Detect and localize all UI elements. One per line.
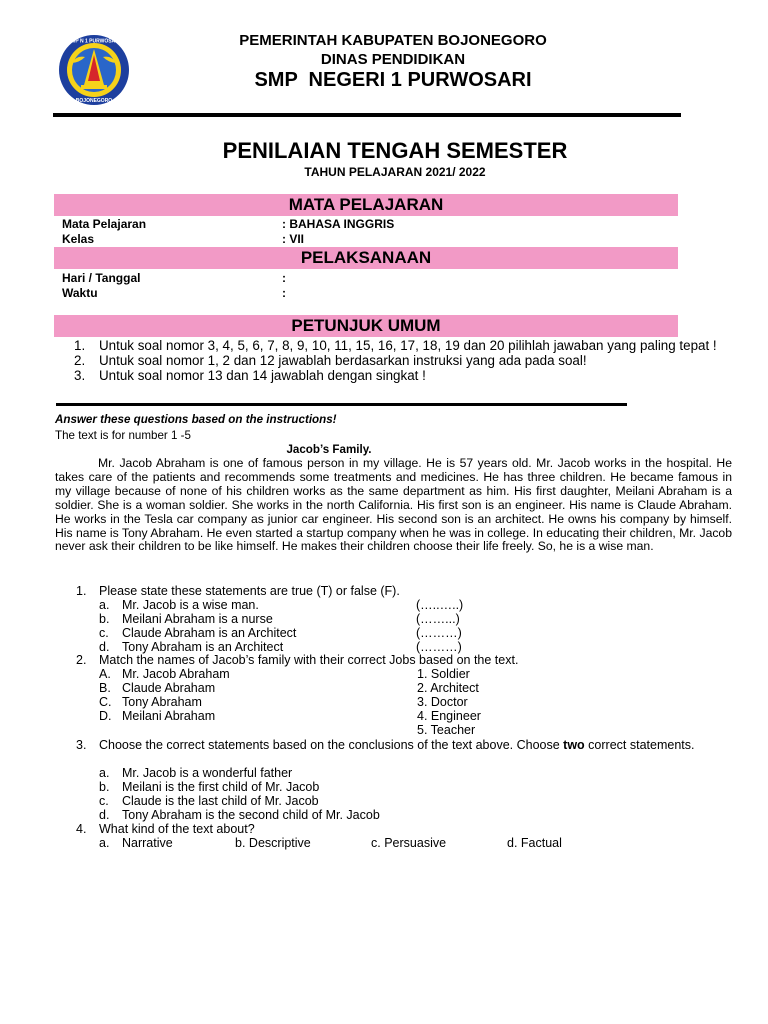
q2-name: B. Claude Abraham [99, 681, 216, 695]
q1-blank[interactable]: (…..…..) [416, 598, 464, 612]
q1-blank[interactable]: (………) [416, 626, 462, 640]
subject-value: : BAHASA INGGRIS [282, 217, 395, 231]
q1-statement: a. Mr. Jacob is a wise man. [99, 598, 259, 612]
header-divider [53, 113, 681, 117]
q4-option[interactable]: a. Narrative [99, 836, 173, 850]
story-title: Jacob’s Family. [286, 443, 372, 456]
section-instructions-bar: PETUNJUK UMUM [54, 315, 678, 337]
q2-name: C. Tony Abraham [99, 695, 202, 709]
q1-statement: b. Meilani Abraham is a nurse [99, 612, 273, 626]
list-item: 3. Untuk soal nomor 13 dan 14 jawablah dengan singkat ! [74, 368, 426, 383]
school-name: SMP NEGERI 1 PURWOSARI [254, 69, 532, 91]
subject-label: Mata Pelajaran [62, 217, 147, 231]
q1-statement: d. Tony Abraham is an Architect [99, 640, 284, 654]
exam-year: TAHUN PELAJARAN 2021/ 2022 [304, 165, 486, 179]
class-value: : VII [282, 232, 305, 246]
q2-job: 2. Architect [417, 681, 479, 695]
q3-option[interactable]: d. Tony Abraham is the second child of Mr. Jacob [99, 808, 380, 822]
q3-option[interactable]: c. Claude is the last child of Mr. Jacob [99, 794, 319, 808]
instructions-list [74, 338, 724, 383]
q4-option[interactable]: d. Factual [507, 836, 562, 850]
story-body: Mr. Jacob Abraham is one of famous person in my village. He is 57 years old. Mr. Jacob works in the hospital. He takes care of the patients and recommends some treatments and medicines. He has three children. He became famous in my village because of none of his children works as the same department as him. His first daughter, Meilani Abraham is a soldier. She is a woman soldier. She works in the north California. His first son is an engineer. His name is Claude Abraham. He works in the Tesla car company as junior car engineer. His second son is an architect. He owns his company by himself. His name is Tony Abraham. He even started a startup company when he was in college. In educating their children, Mr. Jacob never ask their children to be like himself. He makes their children choose their life freely. So, he is a wise man. [55, 456, 732, 554]
q1-statement: c. Claude Abraham is an Architect [99, 626, 297, 640]
q1-blank[interactable]: (……...) [416, 612, 460, 626]
time-value: : [282, 286, 286, 300]
list-item: 1. Untuk soal nomor 3, 4, 5, 6, 7, 8, 9, 10, 11, 15, 16, 17, 18, 19 dan 20 pilihlah jawaban yang paling tepat ! [74, 338, 717, 353]
question-3: 3. Choose the correct statements based on the conclusions of the text above. Choose two correct statements. [76, 738, 695, 752]
class-label: Kelas [62, 232, 95, 246]
q4-option[interactable]: c. Persuasive [371, 836, 447, 850]
q1-blank[interactable]: (………) [416, 640, 462, 654]
q2-job: 3. Doctor [417, 695, 468, 709]
q2-job: 1. Soldier [417, 667, 470, 681]
q3-option[interactable]: a. Mr. Jacob is a wonderful father [99, 766, 293, 780]
day-value: : [282, 271, 286, 285]
svg-text:SMP N 1 PURWOSARI: SMP N 1 PURWOSARI [67, 38, 121, 45]
section-schedule-bar: PELAKSANAAN [54, 247, 678, 269]
question-1: 1. Please state these statements are true (T) or false (F). [76, 584, 400, 598]
reading-instruction: Answer these questions based on the instructions! [55, 413, 337, 426]
question-4: 4. What kind of the text about? [76, 822, 255, 836]
q2-name: D. Meilani Abraham [99, 709, 216, 723]
time-label: Waktu [62, 286, 98, 300]
section-divider [56, 403, 627, 406]
day-label: Hari / Tanggal [62, 271, 141, 285]
list-item: 2. Untuk soal nomor 1, 2 dan 12 jawablah berdasarkan instruksi yang ada pada soal! [74, 353, 587, 368]
department-name: DINAS PENDIDIKAN [320, 51, 466, 68]
reading-range: The text is for number 1 -5 [55, 429, 191, 442]
svg-text:BOJONEGORO: BOJONEGORO [75, 98, 113, 104]
q3-option[interactable]: b. Meilani is the first child of Mr. Jacob [99, 780, 320, 794]
q4-option[interactable]: b. Descriptive [235, 836, 311, 850]
q2-name: A. Mr. Jacob Abraham [99, 667, 230, 681]
q2-job: 4. Engineer [417, 709, 481, 723]
question-2: 2. Match the names of Jacob’s family with their correct Jobs based on the text. [76, 653, 519, 667]
q2-job: 5. Teacher [417, 723, 476, 737]
government-name: PEMERINTAH KABUPATEN BOJONEGORO [239, 32, 547, 49]
section-subject-bar: MATA PELAJARAN [54, 194, 678, 216]
exam-title: PENILAIAN TENGAH SEMESTER [222, 138, 568, 163]
